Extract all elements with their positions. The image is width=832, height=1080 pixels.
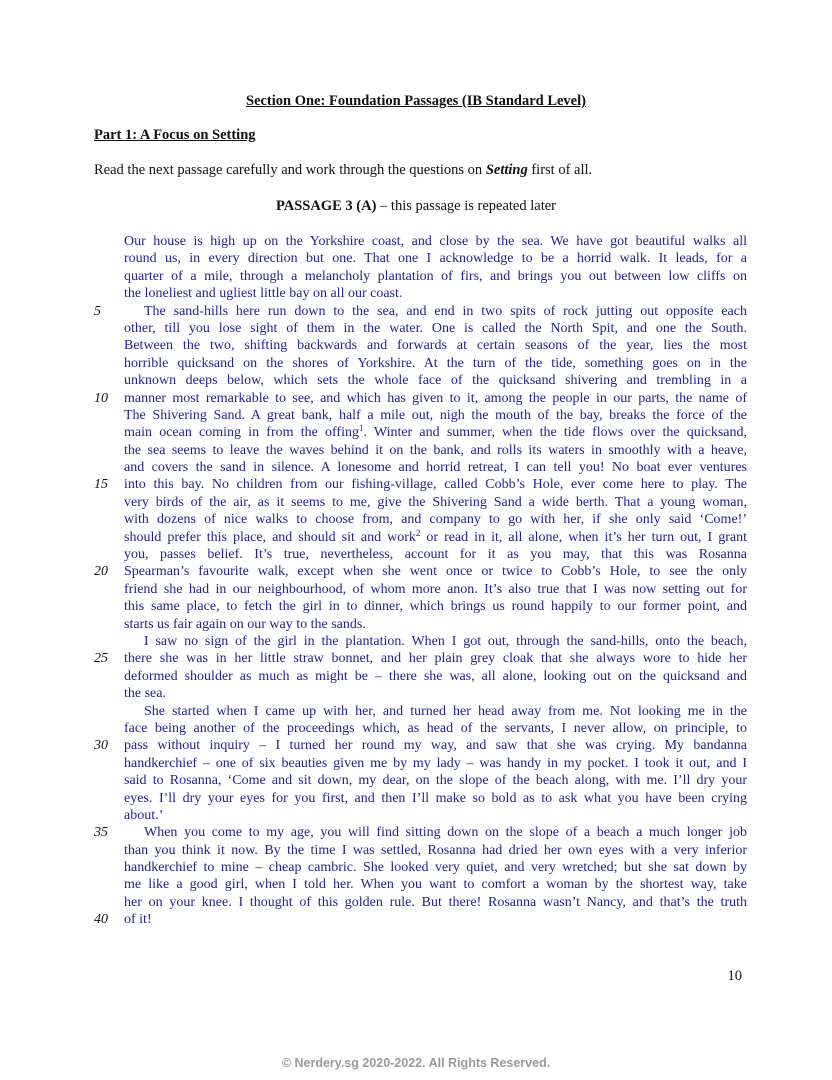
passage-line — [124, 372, 747, 389]
passage-line-text: main ocean coming in from the offing — [124, 425, 359, 441]
passage-line — [124, 842, 747, 859]
passage-line — [124, 720, 747, 737]
passage-line-text: The Shivering Sand. A great bank, half a mile out, nigh the mouth of the bay, breaks the force of the — [124, 407, 747, 423]
passage-line-text: Spearman’s favourite walk, except when she went once or twice to Cobb’s Hole, to see the only — [124, 564, 747, 580]
passage-line — [94, 563, 747, 580]
line-number: 35 — [94, 825, 108, 841]
passage-line-text: face being another of the proceedings which, as head of the servants, I never allow, on principle, to — [124, 720, 747, 736]
passage-line-text: said to Rosanna, ‘Come and sit down, my dear, on the slope of the beach along, with me. I’ll dry your — [124, 773, 747, 789]
passage-line — [124, 581, 747, 598]
passage-line — [124, 459, 747, 476]
passage-line — [124, 250, 747, 267]
passage-line — [94, 824, 747, 841]
passage-line — [124, 598, 747, 615]
passage-line — [94, 476, 747, 493]
passage-line-text: handkerchief – one of six beauties given me by my lady – was handy in my pocket. I took it out, and I — [124, 755, 747, 771]
passage-line-text: horrible quicksand on the shores of Yorkshire. At the turn of the tide, something goes on in the — [124, 355, 747, 371]
passage-line — [124, 790, 747, 807]
passage-line — [124, 268, 747, 285]
line-number: 30 — [94, 738, 108, 754]
passage-line-text: deformed shoulder as much as might be – there she was, all alone, looking out on the quicksand and — [124, 668, 747, 684]
passage-line-text: quarter of a mile, through a melancholy plantation of firs, and brings you out between low cliffs on — [124, 268, 747, 284]
passage-line — [124, 337, 747, 354]
line-number: 10 — [94, 390, 108, 406]
passage-line-text: than you think it now. By the time I was settled, Rosanna had dried her own eyes with a very inferior — [124, 842, 747, 858]
passage-line — [124, 633, 747, 650]
passage-line-text: into this bay. No children from our fishing-village, called Cobb’s Hole, ever come here to play. The — [124, 477, 747, 493]
passage-line-text: there she was in her little straw bonnet, and her plain grey cloak that she always wore to hide her — [124, 651, 747, 667]
passage-line-text: the sea. — [124, 686, 166, 702]
passage-line-text-end: or read in it, all alone, when it’s her turn out, I grant — [420, 529, 747, 545]
passage-line — [124, 755, 747, 772]
passage-line-text: the sea seems to leave the waves behind it on the bank, and rolls its waters in smoothly with a heave, — [124, 442, 747, 458]
passage-line-text: Between the two, shifting backwards and forwards at certain seasons of the year, lies the most — [124, 338, 747, 354]
passage-line — [124, 320, 747, 337]
passage-note: – this passage is repeated later — [376, 198, 556, 214]
passage-line-text-end: . Winter and summer, when the tide flows over the quicksand, — [363, 425, 748, 441]
instruction-text-end: first of all. — [527, 162, 593, 178]
passage-line-text: you, passes belief. It’s true, nevertheless, account for it as you may, that this was Rosanna — [124, 547, 747, 563]
passage-line-text: with dozens of nice walks to choose from, and company to go with her, if she only said ‘Come!’ — [124, 512, 747, 528]
passage-line-text: handkerchief to mine – cheap cambric. She looked very quiet, and very wretched; but she sat down by — [124, 860, 747, 876]
passage-line — [124, 407, 747, 424]
copyright-footer: © Nerdery.sg 2020-2022. All Rights Reserved. — [281, 1056, 551, 1070]
passage-line-text: other, till you lose sight of them in the water. One is called the North Spit, and one the South. — [124, 320, 747, 336]
footnote-marker: 1 — [358, 423, 364, 434]
instruction — [94, 162, 592, 179]
footnote-marker: 2 — [415, 527, 421, 538]
passage-line — [124, 424, 747, 441]
passage-line-text: about.’ — [124, 807, 164, 823]
passage-line-text: I saw no sign of the girl in the plantation. When I got out, through the sand-hills, onto the beach, — [144, 633, 747, 649]
passage-line — [124, 442, 747, 459]
line-number: 40 — [94, 912, 108, 928]
passage-line-text: pass without inquiry – I turned her round my way, and saw that she was crying. My bandanna — [124, 738, 747, 754]
passage-line — [124, 511, 747, 528]
passage-line-text: and covers the sand in silence. A lonesome and horrid retreat, I can tell you! No boat ever ventures — [124, 460, 747, 476]
passage-line — [94, 303, 747, 320]
instruction-text: Read the next passage carefully and work through the questions on — [94, 162, 486, 178]
passage-line-text: The sand-hills here run down to the sea, and end in two spits of rock jutting out opposite each — [144, 303, 747, 319]
passage-line — [124, 285, 747, 302]
passage-line-text: When you come to my age, you will find sitting down on the slope of a beach a much longer job — [144, 825, 747, 841]
passage-line — [124, 233, 747, 250]
passage-line-text: She started when I came up with her, and turned her head away from me. Not looking me in the — [144, 703, 747, 719]
passage-line — [124, 703, 747, 720]
passage-line-text: friend she had in our neighbourhood, of whom more anon. It’s also true that I was now setting out for — [124, 581, 747, 597]
passage-line-text: this same place, to fetch the girl in to dinner, which brings us round happily to our former point, and — [124, 599, 747, 615]
passage-line — [124, 494, 747, 511]
passage-line-text: very birds of the air, as it seems to me, give the Shivering Sand a wide berth. That a young woman, — [124, 494, 747, 510]
passage-line — [124, 546, 747, 563]
passage-line — [94, 390, 747, 407]
page-number: 10 — [727, 968, 742, 984]
passage-line-text: unknown deeps below, which sets the whole face of the quicksand shivering and trembling in a — [124, 373, 747, 389]
passage-line — [94, 737, 747, 754]
passage-line-text: eyes. I’ll dry your eyes for you first, and then I’ll make so bold as to ask what you have been crying — [124, 790, 747, 806]
passage-line — [124, 616, 747, 633]
passage-line — [94, 911, 747, 928]
passage-line — [124, 668, 747, 685]
passage-line-text: manner most remarkable to see, and which has given to it, among the people in our parts, the name of — [124, 390, 747, 406]
line-number: 5 — [94, 303, 101, 319]
passage-line — [124, 685, 747, 702]
passage-line-text: of it! — [124, 912, 152, 928]
passage-line — [124, 894, 747, 911]
passage-line — [124, 876, 747, 893]
passage-line-text: round us, in every direction but one. That one I acknowledge to be a horrid walk. It leads, for a — [124, 251, 747, 267]
passage-line-text: Our house is high up on the Yorkshire coast, and close by the sea. We have got beautiful walks all — [124, 234, 747, 249]
line-number: 15 — [94, 477, 108, 493]
line-number: 20 — [94, 564, 108, 580]
passage-line — [124, 772, 747, 789]
passage-heading — [0, 198, 832, 215]
passage-line-text: me like a good girl, when I told her. When you want to comfort a woman by the shortest way, take — [124, 877, 747, 893]
passage-line-text: starts us fair again on our way to the sands. — [124, 616, 366, 632]
passage-line-text: the loneliest and ugliest little bay on all our coast. — [124, 286, 403, 302]
passage-body — [94, 233, 748, 929]
section-title: Section One: Foundation Passages (IB Standard Level) — [246, 93, 586, 109]
passage-line-text: her on your knee. I thought of this golden rule. But there! Rosanna wasn’t Nancy, and that’s the truth — [124, 894, 747, 910]
passage-label: PASSAGE 3 (A) — [275, 198, 377, 214]
passage-line — [124, 355, 747, 372]
passage-line — [124, 529, 747, 546]
line-number: 25 — [94, 651, 108, 667]
passage-line — [124, 859, 747, 876]
instruction-emphasis: Setting — [485, 162, 528, 178]
passage-line — [124, 807, 747, 824]
passage-line-text: should prefer this place, and should sit and work — [124, 529, 416, 545]
part-title: Part 1: A Focus on Setting — [94, 127, 256, 143]
passage-line — [94, 650, 747, 667]
